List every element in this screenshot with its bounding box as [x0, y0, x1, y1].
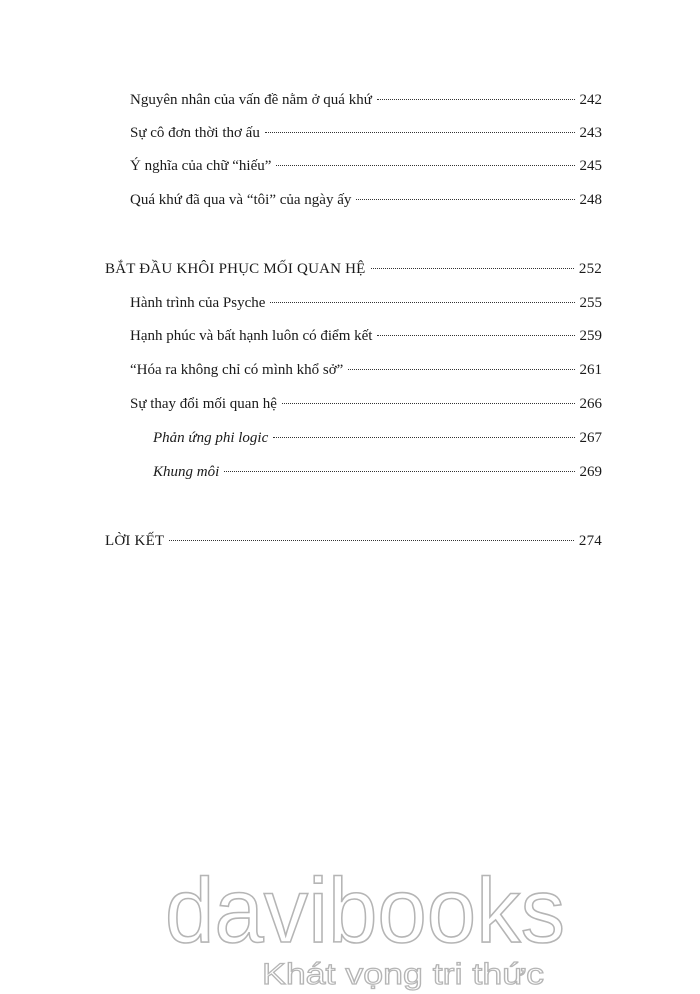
watermark-brand — [155, 860, 575, 960]
toc-subentry[interactable] — [153, 462, 602, 482]
toc-entry-page: 274 — [578, 533, 602, 549]
toc-entry-title: Sự cô đơn thời thơ ấu — [130, 125, 260, 141]
dot-leader — [371, 268, 574, 269]
dot-leader — [273, 437, 574, 438]
toc-entry[interactable] — [130, 360, 602, 380]
dot-leader — [169, 540, 574, 541]
toc-entry-title: Hành trình của Psyche — [130, 295, 266, 311]
toc-chapter-entry[interactable] — [105, 259, 602, 279]
toc-entry-page: 245 — [579, 158, 602, 174]
dot-leader — [265, 132, 575, 133]
toc-entry-title: LỜI KẾT — [105, 533, 165, 549]
watermark-brand-text: davibooks — [165, 860, 565, 960]
dot-leader — [276, 165, 574, 166]
toc-entry-title: Hạnh phúc và bất hạnh luôn có điểm kết — [130, 328, 373, 344]
toc-subentry[interactable] — [153, 428, 602, 448]
toc-entry[interactable] — [130, 293, 602, 313]
toc-entry[interactable] — [130, 90, 602, 110]
dot-leader — [348, 369, 574, 370]
toc-entry-page: 248 — [579, 192, 602, 208]
toc-entry-page: 259 — [579, 328, 602, 344]
watermark-tagline-text: Khát vọng tri thức — [262, 958, 544, 991]
dot-leader — [224, 471, 574, 472]
toc-entry-page: 267 — [579, 430, 602, 446]
toc-entry[interactable] — [130, 394, 602, 414]
dot-leader — [377, 99, 575, 100]
toc-entry-title: BẮT ĐẦU KHÔI PHỤC MỐI QUAN HỆ — [105, 261, 366, 277]
toc-entry-page: 261 — [579, 362, 602, 378]
toc-entry[interactable] — [130, 326, 602, 346]
toc-entry-page: 266 — [579, 396, 602, 412]
watermark — [0, 860, 700, 994]
toc-entry[interactable] — [130, 190, 602, 210]
toc-entry-page: 269 — [579, 464, 602, 480]
toc-entry-page: 243 — [579, 125, 602, 141]
toc-entry-page: 252 — [578, 261, 602, 277]
toc-entry-title: Nguyên nhân của vấn đề nằm ở quá khứ — [130, 92, 372, 108]
toc-entry-title: Khung môi — [153, 464, 220, 480]
toc-entry[interactable] — [130, 156, 602, 176]
toc-entry[interactable] — [130, 123, 602, 143]
toc-entry-page: 242 — [579, 92, 602, 108]
toc-entry-title: Sự thay đổi mối quan hệ — [130, 396, 277, 412]
dot-leader — [270, 302, 574, 303]
toc-entry-page: 255 — [579, 295, 602, 311]
toc-entry-title: Phản ứng phi logic — [153, 430, 269, 446]
dot-leader — [356, 199, 574, 200]
toc-entry-title: Quá khứ đã qua và “tôi” của ngày ấy — [130, 192, 352, 208]
dot-leader — [282, 403, 575, 404]
toc-entry-title: Ý nghĩa của chữ “hiếu” — [130, 158, 272, 174]
dot-leader — [377, 335, 574, 336]
watermark-tagline — [262, 954, 562, 994]
toc-entry-title: “Hóa ra không chỉ có mình khổ sở” — [130, 362, 344, 378]
toc-chapter-entry[interactable] — [105, 531, 602, 551]
